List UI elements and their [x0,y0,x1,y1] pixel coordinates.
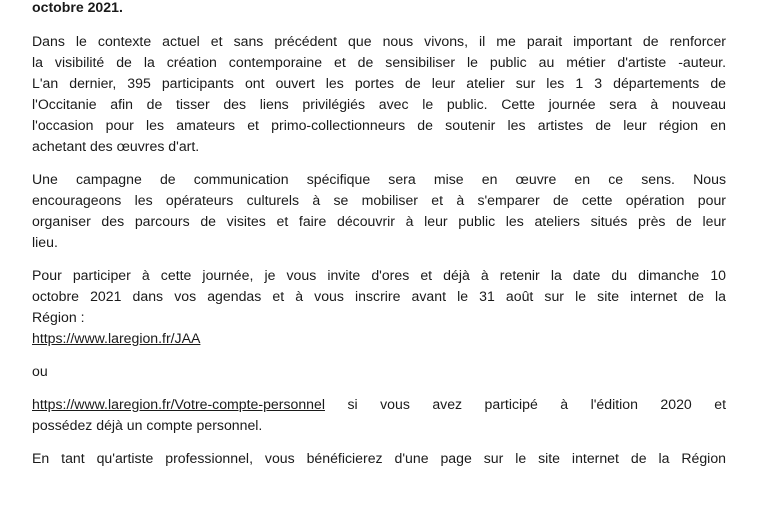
paragraph-participation [32,265,726,349]
text-line: lieu. [32,234,58,250]
text-line: achetant des œuvres d'art. [32,138,200,154]
text-line: L'an dernier, 395 participants ont ouvert les portes de leur atelier sur les 1 3 départements de [32,75,726,91]
text-line: l'Occitanie afin de tisser des liens privilégiés avec le public. Cette journée sera à nouveau [32,96,726,112]
jaa-link[interactable]: https://www.laregion.fr/JAA [32,330,201,346]
text-line: l'occasion pour les amateurs et primo-collectionneurs de soutenir les artistes de leur région en [32,117,726,133]
text-line: Pour participer à cette journée, je vous invite d'ores et déjà à retenir la date du dimanche 10 [32,267,726,283]
paragraph-account [32,394,726,436]
text-line: En tant qu'artiste professionnel, vous bénéficierez d'une page sur le site internet de la Région [32,450,726,466]
text-line: la visibilité de la création contemporaine et de sensibiliser le public au métier d'artiste -auteur. [32,54,726,70]
paragraph-campaign [32,169,726,253]
paragraph-benefit [32,448,726,469]
text-line: Une campagne de communication spécifique sera mise en œuvre en ce sens. Nous [32,171,726,187]
account-line-rest: si vous avez participé à l'édition 2020 et [324,396,726,412]
text-line [32,394,726,415]
text-line: possédez déjà un compte personnel. [32,417,263,433]
document-page [32,0,726,481]
paragraph-context [32,31,726,157]
text-line: octobre 2021 dans vos agendas et à vous inscrire avant le 31 août sur le site internet de la [32,288,726,304]
text-line: encourageons les opérateurs culturels à se mobiliser et à s'emparer de cette opération pour [32,192,726,208]
text-line: Région : [32,309,85,325]
or-text: ou [32,363,48,379]
text-line: Dans le contexte actuel et sans précédent que nous vivons, il me parait important de renforcer [32,33,726,49]
personal-account-link[interactable]: https://www.laregion.fr/Votre-compte-personnel [32,396,325,412]
text-line: organiser des parcours de visites et faire découvrir à leur public les ateliers situés près de leur [32,213,726,229]
date-heading: octobre 2021. [32,0,123,15]
